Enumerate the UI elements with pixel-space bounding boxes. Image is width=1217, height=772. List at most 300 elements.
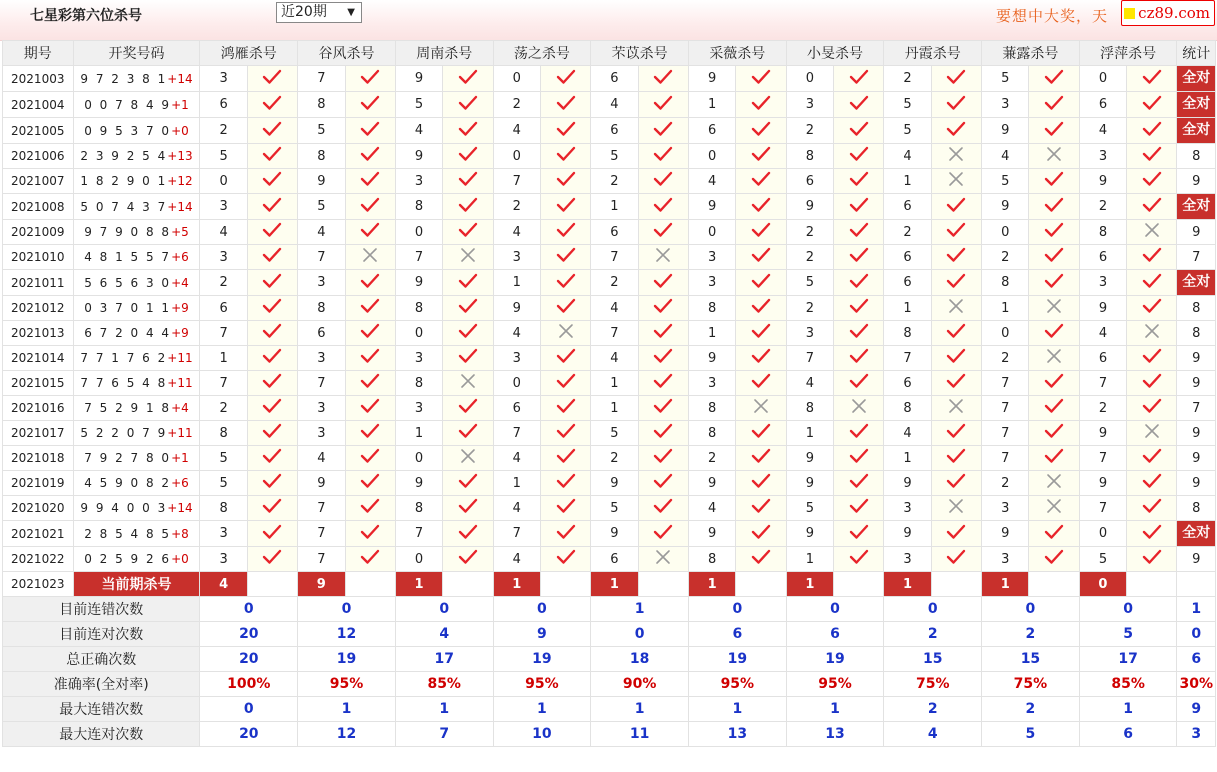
check-icon <box>653 423 673 439</box>
kill-number-cell: 8 <box>688 396 735 421</box>
check-icon <box>1142 146 1162 162</box>
result-mark-cell <box>443 521 493 547</box>
result-mark-cell <box>540 66 590 92</box>
result-mark-cell <box>443 220 493 245</box>
check-icon <box>653 197 673 213</box>
check-icon <box>1142 121 1162 137</box>
kill-number-cell: 3 <box>1079 270 1126 296</box>
result-mark-cell <box>736 547 786 572</box>
table-row <box>3 471 1216 496</box>
current-empty-cell <box>247 572 297 597</box>
result-mark-cell <box>736 144 786 169</box>
result-mark-cell <box>345 270 395 296</box>
summary-value: 19 <box>298 647 396 672</box>
kill-number-cell: 8 <box>786 396 833 421</box>
result-mark-cell <box>1127 169 1177 194</box>
period-cell: 2021003 <box>3 66 74 92</box>
kill-number-cell: 2 <box>982 471 1029 496</box>
draw-digits: 4 5 9 0 8 2 <box>84 476 172 490</box>
check-icon <box>556 273 576 289</box>
result-mark-cell <box>247 471 297 496</box>
draw-number-cell <box>73 446 200 471</box>
current-empty-cell <box>931 572 981 597</box>
result-mark-cell <box>1029 92 1079 118</box>
kill-number-cell: 5 <box>786 270 833 296</box>
result-mark-cell <box>834 396 884 421</box>
draw-digits: 9 7 9 0 8 8 <box>84 225 172 239</box>
kill-number-cell: 4 <box>688 496 735 521</box>
cross-icon <box>459 373 477 389</box>
stat-cell <box>1177 118 1216 144</box>
check-icon <box>1142 247 1162 263</box>
kill-number-cell: 7 <box>982 371 1029 396</box>
column-header-expert: 荡之杀号 <box>493 41 591 66</box>
check-icon <box>1044 171 1064 187</box>
kill-number-cell: 9 <box>1079 471 1126 496</box>
check-icon <box>653 373 673 389</box>
kill-number-cell: 4 <box>493 496 540 521</box>
summary-value: 1 <box>298 697 396 722</box>
kill-number-cell: 2 <box>591 169 638 194</box>
check-icon <box>849 171 869 187</box>
table-row <box>3 194 1216 220</box>
result-mark-cell <box>540 321 590 346</box>
result-mark-cell <box>540 496 590 521</box>
draw-number-cell <box>73 371 200 396</box>
result-mark-cell <box>247 421 297 446</box>
result-mark-cell <box>638 471 688 496</box>
column-header-expert: 芣苡杀号 <box>591 41 689 66</box>
stat-cell: 9 <box>1177 371 1216 396</box>
kill-number-cell: 9 <box>493 296 540 321</box>
result-mark-cell <box>1029 169 1079 194</box>
check-icon <box>458 222 478 238</box>
kill-number-cell: 3 <box>688 245 735 270</box>
summary-value: 85% <box>1079 672 1177 697</box>
result-mark-cell <box>247 245 297 270</box>
summary-value: 75% <box>884 672 982 697</box>
check-icon <box>653 448 673 464</box>
result-mark-cell <box>1029 371 1079 396</box>
result-mark-cell <box>1127 496 1177 521</box>
table-row <box>3 296 1216 321</box>
result-mark-cell <box>247 496 297 521</box>
kill-number-cell: 0 <box>395 321 442 346</box>
result-mark-cell <box>443 346 493 371</box>
result-mark-cell <box>247 521 297 547</box>
check-icon <box>262 348 282 364</box>
check-icon <box>262 222 282 238</box>
all-correct-badge: 全对 <box>1177 194 1215 219</box>
result-mark-cell <box>540 471 590 496</box>
kill-number-cell: 8 <box>395 194 442 220</box>
kill-number-cell: 2 <box>884 220 931 245</box>
result-mark-cell <box>736 346 786 371</box>
check-icon <box>751 171 771 187</box>
kill-number-cell: 9 <box>591 471 638 496</box>
kill-number-cell: 2 <box>200 118 247 144</box>
kill-number-cell: 9 <box>395 471 442 496</box>
check-icon <box>458 473 478 489</box>
summary-row <box>3 672 1216 697</box>
check-icon <box>458 398 478 414</box>
period-cell: 2021008 <box>3 194 74 220</box>
kill-number-cell: 3 <box>200 521 247 547</box>
result-mark-cell <box>345 421 395 446</box>
all-correct-badge: 全对 <box>1177 270 1215 295</box>
draw-special: +9 <box>171 301 189 315</box>
check-icon <box>458 171 478 187</box>
check-icon <box>262 146 282 162</box>
check-icon <box>946 69 966 85</box>
check-icon <box>751 524 771 540</box>
kill-number-cell: 6 <box>1079 346 1126 371</box>
draw-number-cell <box>73 421 200 446</box>
result-mark-cell <box>247 396 297 421</box>
draw-digits: 5 6 5 6 3 0 <box>84 275 172 290</box>
kill-number-cell: 3 <box>493 245 540 270</box>
kill-number-cell: 7 <box>395 521 442 547</box>
summary-value: 3 <box>1177 722 1216 747</box>
check-icon <box>653 222 673 238</box>
summary-value: 0 <box>1079 597 1177 622</box>
cross-icon <box>1143 222 1161 238</box>
check-icon <box>849 549 869 565</box>
check-icon <box>360 423 380 439</box>
check-icon <box>1142 549 1162 565</box>
result-mark-cell <box>443 371 493 396</box>
result-mark-cell <box>931 92 981 118</box>
result-mark-cell <box>834 446 884 471</box>
check-icon <box>556 298 576 314</box>
kill-number-cell: 6 <box>884 371 931 396</box>
table-row <box>3 245 1216 270</box>
result-mark-cell <box>1127 421 1177 446</box>
check-icon <box>360 549 380 565</box>
result-mark-cell <box>834 421 884 446</box>
check-icon <box>653 273 673 289</box>
summary-value: 2 <box>982 622 1080 647</box>
summary-label: 最大连对次数 <box>3 722 200 747</box>
period-cell: 2021007 <box>3 169 74 194</box>
check-icon <box>1044 247 1064 263</box>
result-mark-cell <box>443 547 493 572</box>
result-mark-cell <box>834 169 884 194</box>
result-mark-cell <box>931 421 981 446</box>
kill-number-cell: 9 <box>884 521 931 547</box>
current-kill-number: 4 <box>200 572 247 597</box>
kill-number-cell: 5 <box>591 496 638 521</box>
cross-icon <box>947 398 965 414</box>
kill-number-cell: 8 <box>786 144 833 169</box>
kill-number-cell: 4 <box>493 547 540 572</box>
kill-number-cell: 5 <box>982 66 1029 92</box>
kill-number-cell: 1 <box>982 296 1029 321</box>
kill-number-cell: 0 <box>493 66 540 92</box>
summary-value: 20 <box>200 722 298 747</box>
summary-row <box>3 647 1216 672</box>
check-icon <box>262 498 282 514</box>
kill-number-cell: 6 <box>591 547 638 572</box>
check-icon <box>556 398 576 414</box>
period-cell: 2021005 <box>3 118 74 144</box>
check-icon <box>1142 498 1162 514</box>
result-mark-cell <box>834 346 884 371</box>
result-mark-cell <box>1127 321 1177 346</box>
check-icon <box>556 197 576 213</box>
check-icon <box>1044 95 1064 111</box>
chevron-down-icon: ▼ <box>347 7 355 18</box>
kill-number-cell: 0 <box>786 66 833 92</box>
current-empty-cell <box>834 572 884 597</box>
kill-number-cell: 7 <box>200 321 247 346</box>
top-bar <box>0 0 1217 41</box>
kill-number-cell: 5 <box>200 471 247 496</box>
kill-number-cell: 3 <box>395 169 442 194</box>
range-select[interactable] <box>276 2 362 23</box>
kill-number-cell: 2 <box>982 346 1029 371</box>
check-icon <box>262 448 282 464</box>
stat-cell: 9 <box>1177 169 1216 194</box>
kill-number-cell: 1 <box>884 446 931 471</box>
kill-number-cell: 9 <box>786 194 833 220</box>
check-icon <box>1142 448 1162 464</box>
kill-number-cell: 3 <box>298 421 345 446</box>
kill-number-cell: 7 <box>786 346 833 371</box>
current-empty-cell <box>345 572 395 597</box>
draw-number-cell <box>73 270 200 296</box>
result-mark-cell <box>1127 371 1177 396</box>
check-icon <box>458 498 478 514</box>
result-mark-cell <box>834 496 884 521</box>
check-icon <box>653 323 673 339</box>
all-correct-badge: 全对 <box>1177 92 1215 117</box>
draw-digits: 0 2 5 9 2 6 <box>84 552 172 566</box>
draw-digits: 2 8 5 4 8 5 <box>84 526 172 541</box>
result-mark-cell <box>834 321 884 346</box>
kill-number-cell: 7 <box>982 446 1029 471</box>
result-mark-cell <box>345 496 395 521</box>
result-mark-cell <box>736 521 786 547</box>
result-mark-cell <box>1127 446 1177 471</box>
kill-number-cell: 8 <box>688 296 735 321</box>
kill-number-cell: 8 <box>688 547 735 572</box>
check-icon <box>360 323 380 339</box>
summary-value: 95% <box>493 672 591 697</box>
kill-number-cell: 0 <box>982 321 1029 346</box>
kill-number-cell: 3 <box>493 346 540 371</box>
draw-digits: 0 0 7 8 4 9 <box>84 97 172 112</box>
current-kill-number: 1 <box>786 572 833 597</box>
check-icon <box>1142 197 1162 213</box>
summary-value: 20 <box>200 647 298 672</box>
check-icon <box>849 121 869 137</box>
table-row <box>3 521 1216 547</box>
check-icon <box>849 95 869 111</box>
kill-number-cell: 0 <box>688 220 735 245</box>
result-mark-cell <box>736 371 786 396</box>
draw-number-cell <box>73 547 200 572</box>
stat-cell <box>1177 92 1216 118</box>
check-icon <box>849 323 869 339</box>
ad-banner-text[interactable]: 要想中大奖，天 <box>996 7 1109 25</box>
result-mark-cell <box>443 296 493 321</box>
summary-value: 6 <box>688 622 786 647</box>
cross-icon <box>459 247 477 263</box>
result-mark-cell <box>345 521 395 547</box>
check-icon <box>653 171 673 187</box>
column-header-period: 期号 <box>3 41 74 66</box>
kill-number-cell: 6 <box>298 321 345 346</box>
check-icon <box>751 146 771 162</box>
period-cell: 2021020 <box>3 496 74 521</box>
check-icon <box>360 171 380 187</box>
check-icon <box>556 549 576 565</box>
summary-value: 95% <box>786 672 884 697</box>
summary-value: 1 <box>591 597 689 622</box>
draw-special: +12 <box>167 174 193 188</box>
draw-digits: 7 7 1 7 6 2 <box>80 351 168 365</box>
kill-number-cell: 2 <box>493 92 540 118</box>
draw-number-cell <box>73 471 200 496</box>
result-mark-cell <box>345 446 395 471</box>
check-icon <box>556 524 576 540</box>
result-mark-cell <box>345 118 395 144</box>
draw-digits: 2 3 9 2 5 4 <box>80 149 168 163</box>
current-empty-cell <box>1127 572 1177 597</box>
kill-number-cell: 5 <box>884 92 931 118</box>
kill-number-cell: 3 <box>200 245 247 270</box>
result-mark-cell <box>345 92 395 118</box>
check-icon <box>556 146 576 162</box>
check-icon <box>751 197 771 213</box>
summary-value: 10 <box>493 722 591 747</box>
kill-number-cell: 3 <box>298 396 345 421</box>
kill-number-cell: 4 <box>786 371 833 396</box>
check-icon <box>849 197 869 213</box>
all-correct-badge: 全对 <box>1177 118 1215 143</box>
kill-number-cell: 5 <box>982 169 1029 194</box>
current-period-cell: 2021023 <box>3 572 74 597</box>
result-mark-cell <box>540 245 590 270</box>
result-mark-cell <box>345 144 395 169</box>
check-icon <box>751 69 771 85</box>
result-mark-cell <box>1127 220 1177 245</box>
check-icon <box>262 473 282 489</box>
kill-number-cell: 6 <box>884 245 931 270</box>
result-mark-cell <box>931 521 981 547</box>
period-cell: 2021011 <box>3 270 74 296</box>
kill-number-cell: 8 <box>298 92 345 118</box>
result-mark-cell <box>345 547 395 572</box>
result-mark-cell <box>638 496 688 521</box>
result-mark-cell <box>540 92 590 118</box>
check-icon <box>946 121 966 137</box>
check-icon <box>458 323 478 339</box>
draw-special: +0 <box>171 552 189 566</box>
kill-number-cell: 8 <box>884 396 931 421</box>
kill-number-cell: 8 <box>200 496 247 521</box>
result-mark-cell <box>1127 92 1177 118</box>
check-icon <box>262 69 282 85</box>
kill-number-cell: 7 <box>1079 496 1126 521</box>
kill-number-cell: 4 <box>884 421 931 446</box>
kill-number-cell: 9 <box>1079 169 1126 194</box>
result-mark-cell <box>638 396 688 421</box>
check-icon <box>946 524 966 540</box>
summary-value: 85% <box>395 672 493 697</box>
cross-icon <box>654 247 672 263</box>
result-mark-cell <box>638 169 688 194</box>
check-icon <box>262 171 282 187</box>
kill-number-cell: 4 <box>1079 118 1126 144</box>
stat-cell <box>1177 66 1216 92</box>
draw-special: +6 <box>171 250 189 264</box>
result-mark-cell <box>736 471 786 496</box>
kill-number-cell: 6 <box>493 396 540 421</box>
result-mark-cell <box>345 346 395 371</box>
check-icon <box>262 197 282 213</box>
result-mark-cell <box>931 118 981 144</box>
result-mark-cell <box>638 371 688 396</box>
current-period-row <box>3 572 1216 597</box>
summary-value: 0 <box>395 597 493 622</box>
kill-number-cell: 1 <box>493 270 540 296</box>
check-icon <box>458 423 478 439</box>
summary-value: 100% <box>200 672 298 697</box>
summary-value: 2 <box>884 697 982 722</box>
result-mark-cell <box>638 66 688 92</box>
column-header-stat: 统计 <box>1177 41 1216 66</box>
kill-number-cell: 0 <box>1079 521 1126 547</box>
header-row <box>3 41 1216 66</box>
table-row <box>3 371 1216 396</box>
kill-number-cell: 8 <box>200 421 247 446</box>
result-mark-cell <box>1127 118 1177 144</box>
draw-digits: 9 7 2 3 8 1 <box>80 71 168 86</box>
kill-number-cell: 4 <box>493 321 540 346</box>
result-mark-cell <box>345 169 395 194</box>
kill-number-cell: 1 <box>591 194 638 220</box>
site-logo[interactable] <box>1121 0 1215 26</box>
result-mark-cell <box>540 296 590 321</box>
kill-number-cell: 0 <box>395 547 442 572</box>
summary-value: 17 <box>1079 647 1177 672</box>
result-mark-cell <box>931 169 981 194</box>
kill-number-cell: 2 <box>591 446 638 471</box>
cross-icon <box>1143 423 1161 439</box>
summary-value: 0 <box>200 697 298 722</box>
kill-number-cell: 7 <box>298 521 345 547</box>
summary-value: 0 <box>688 597 786 622</box>
column-header-expert: 鸿雁杀号 <box>200 41 298 66</box>
check-icon <box>849 298 869 314</box>
check-icon <box>1044 423 1064 439</box>
check-icon <box>653 146 673 162</box>
result-mark-cell <box>247 66 297 92</box>
summary-value: 6 <box>1177 647 1216 672</box>
stat-cell: 8 <box>1177 496 1216 521</box>
table-row <box>3 446 1216 471</box>
result-mark-cell <box>638 346 688 371</box>
kill-number-cell: 9 <box>688 66 735 92</box>
stat-cell <box>1177 270 1216 296</box>
kill-number-cell: 3 <box>884 547 931 572</box>
check-icon <box>946 323 966 339</box>
check-icon <box>751 498 771 514</box>
kill-number-cell: 9 <box>884 471 931 496</box>
period-cell: 2021012 <box>3 296 74 321</box>
